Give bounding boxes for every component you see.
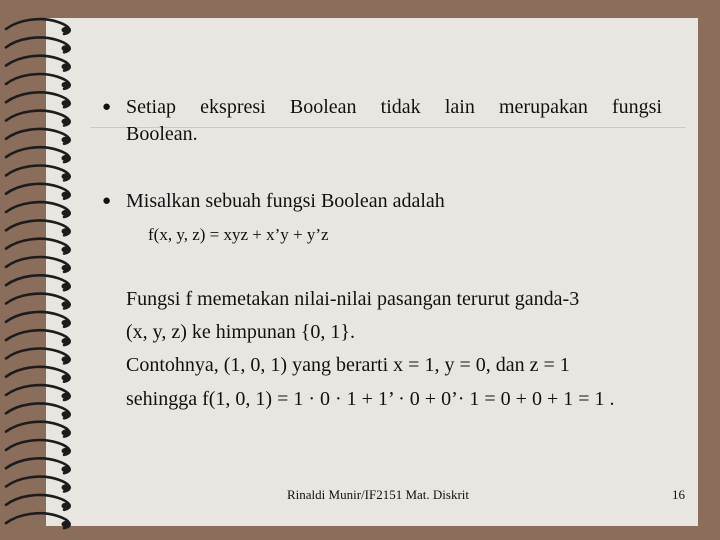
spiral-coil — [6, 111, 70, 126]
binding-hole — [62, 63, 71, 69]
binding-hole — [62, 503, 71, 509]
binding-hole — [62, 118, 71, 124]
bullet-1-line-1: Setiap ekspresi Boolean tidak lain merupakan fungsi — [126, 96, 662, 118]
paragraph-line-3: Contohnya, (1, 0, 1) yang berarti x = 1, y = 0, dan z = 1 — [126, 354, 570, 376]
paragraph-line-4: sehingga f(1, 0, 1) = 1 · 0 · 1 + 1’ · 0 + 0’· 1 = 0 + 0 + 1 = 1 . — [126, 388, 615, 410]
bullet-icon: ● — [102, 193, 112, 209]
bullet-icon: ● — [102, 99, 112, 115]
binding-hole — [62, 27, 71, 33]
spiral-coil — [6, 349, 70, 364]
spiral-coil — [6, 92, 70, 107]
binding-hole — [62, 155, 71, 161]
binding-hole — [62, 375, 71, 381]
paragraph-line-2: (x, y, z) ke himpunan {0, 1}. — [126, 321, 355, 343]
binding-hole — [62, 265, 71, 271]
binding-hole — [62, 466, 71, 472]
binding-hole — [62, 283, 71, 289]
binding-hole — [62, 228, 71, 234]
spiral-coil — [6, 239, 70, 254]
binding-hole — [62, 100, 71, 106]
binding-hole — [62, 320, 71, 326]
spiral-coil — [6, 19, 70, 34]
footer-author: Rinaldi Munir/IF2151 Mat. Diskrit — [287, 487, 469, 502]
spiral-coil — [6, 477, 70, 492]
binding-hole — [62, 45, 71, 51]
slide-page — [46, 18, 698, 526]
spiral-coil — [6, 440, 70, 455]
binding-hole — [62, 448, 71, 454]
bullet-1-line-2: Boolean. — [126, 123, 198, 145]
paragraph-line-1: Fungsi f memetakan nilai-nilai pasangan terurut ganda-3 — [126, 288, 580, 310]
spiral-coil — [6, 422, 70, 437]
spiral-coil — [6, 56, 70, 71]
spiral-coil — [6, 367, 70, 382]
spiral-coil — [6, 202, 70, 217]
spiral-coil — [6, 312, 70, 327]
spiral-coil — [6, 129, 70, 144]
spiral-coil — [6, 257, 70, 272]
spiral-coil — [6, 294, 70, 309]
spiral-coil — [6, 37, 70, 52]
spiral-coil — [6, 513, 70, 528]
boolean-function-formula: f(x, y, z) = xyz + x’y + y’z — [148, 225, 329, 244]
binding-hole — [62, 246, 71, 252]
spiral-coil — [6, 330, 70, 345]
spiral-coil — [6, 275, 70, 290]
binding-hole — [62, 356, 71, 362]
spiral-coil — [6, 184, 70, 199]
binding-hole — [62, 429, 71, 435]
binding-hole — [62, 173, 71, 179]
spiral-coil — [6, 166, 70, 181]
binding-hole — [62, 210, 71, 216]
spiral-coil — [6, 495, 70, 510]
spiral-binding — [0, 0, 90, 540]
page-number: 16 — [672, 487, 685, 502]
binding-hole — [62, 338, 71, 344]
binding-hole — [62, 192, 71, 198]
binding-hole — [62, 393, 71, 399]
spiral-coil — [6, 385, 70, 400]
binding-hole — [62, 82, 71, 88]
binding-hole — [62, 411, 71, 417]
binding-hole — [62, 301, 71, 307]
spiral-coil — [6, 147, 70, 162]
spiral-coil — [6, 220, 70, 235]
bullet-2-line-1: Misalkan sebuah fungsi Boolean adalah — [126, 190, 445, 212]
binding-hole — [62, 521, 71, 527]
binding-hole — [62, 484, 71, 490]
spiral-coil — [6, 458, 70, 473]
spiral-coil — [6, 403, 70, 418]
binding-hole — [62, 137, 71, 143]
spiral-coil — [6, 74, 70, 89]
